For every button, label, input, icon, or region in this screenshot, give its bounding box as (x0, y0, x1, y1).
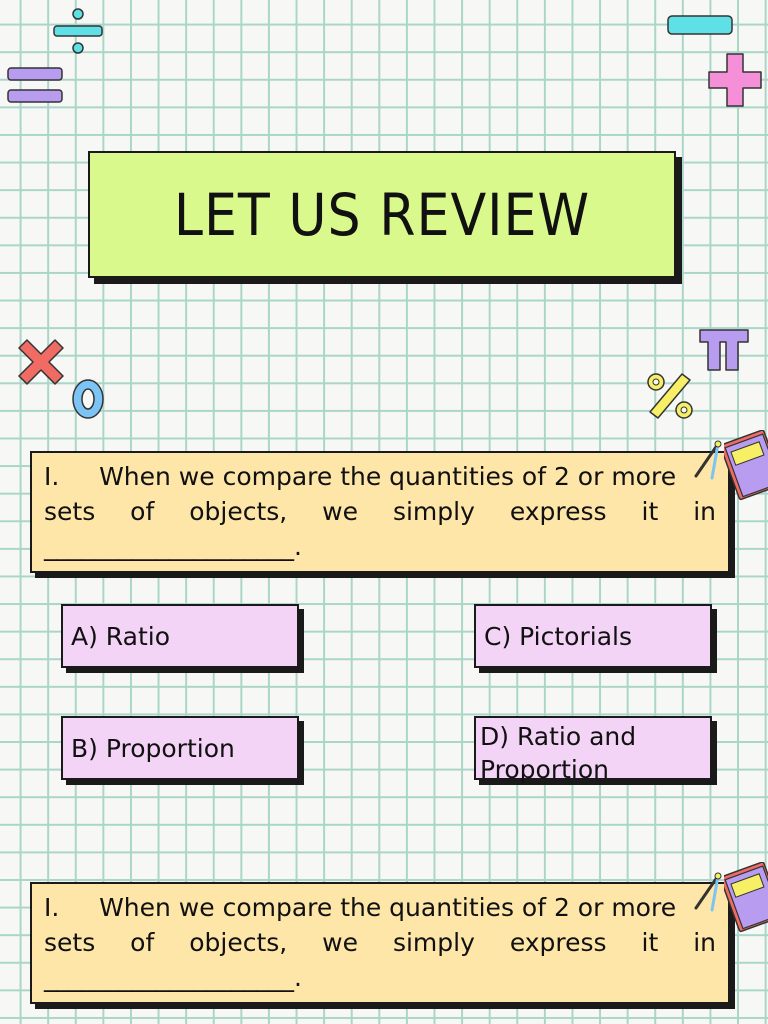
option-d-label: D) Ratio and Proportion (480, 722, 637, 784)
option-c[interactable] (474, 604, 712, 668)
pi-icon (696, 326, 752, 376)
question-card (30, 451, 730, 573)
equals-icon (6, 66, 64, 106)
answer-blank: ____________________. (44, 532, 302, 561)
book-icon (724, 430, 768, 510)
zero-icon (69, 376, 107, 422)
answer-blank: ____________________. (44, 963, 302, 992)
plus-icon (707, 52, 763, 108)
question-card-2 (30, 882, 730, 1004)
title-banner (88, 151, 676, 278)
question-text: When we compare the quantities of 2 or more (99, 893, 677, 922)
question-line-2: sets of objects, we simply express it in (44, 928, 716, 957)
option-b-label: B) Proportion (71, 733, 235, 763)
times-icon (17, 338, 65, 386)
question-line-1 (44, 890, 716, 925)
book-icon (724, 862, 768, 942)
option-a[interactable] (61, 604, 299, 668)
option-a-label: A) Ratio (71, 621, 170, 651)
question-line-1 (44, 459, 716, 494)
page-title: LET US REVIEW (173, 180, 591, 249)
question-number: I. (44, 893, 60, 922)
minus-icon (666, 14, 734, 38)
percent-icon (644, 370, 696, 422)
question-line-2: sets of objects, we simply express it in (44, 497, 716, 526)
option-b[interactable] (61, 716, 299, 780)
question-text: When we compare the quantities of 2 or more (99, 462, 677, 491)
divide-icon (52, 6, 104, 56)
option-d[interactable] (474, 716, 712, 784)
option-c-label: C) Pictorials (484, 621, 632, 651)
question-number: I. (44, 462, 60, 491)
